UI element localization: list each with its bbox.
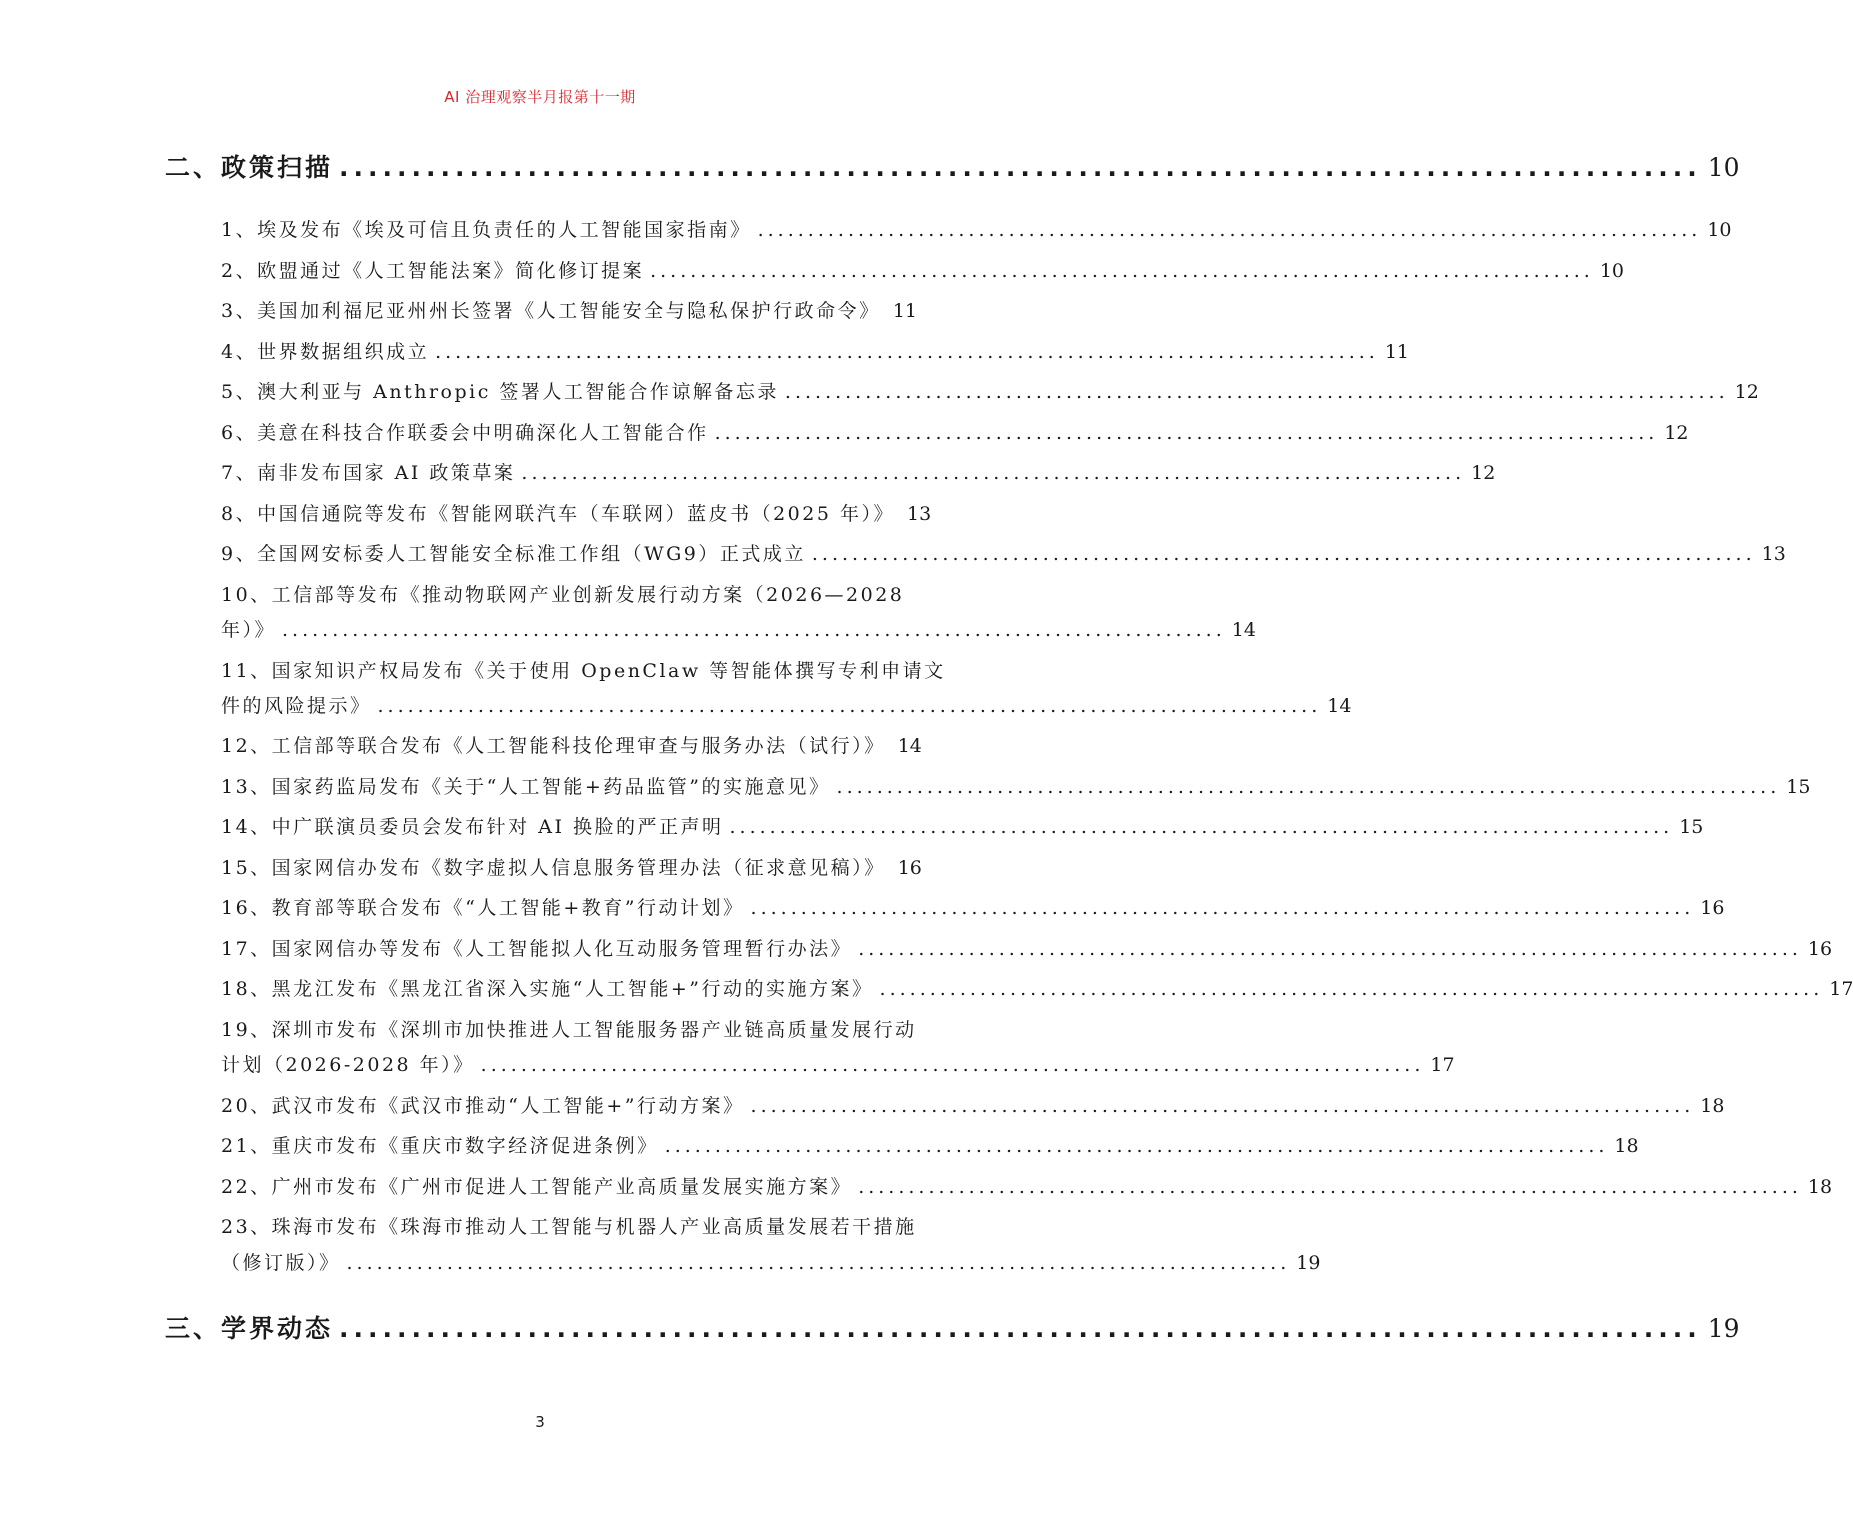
toc-item-23-line1[interactable]: 23、珠海市发布《珠海市推动人工智能与机器人产业高质量发展若干措施	[221, 1216, 917, 1238]
toc-leader-dots: ..............................................................................................	[858, 1176, 1802, 1198]
toc-page-number: 15	[1786, 776, 1811, 798]
toc-page-number: 12	[1664, 422, 1689, 444]
toc-leader-dots: ..............................................................................................	[377, 695, 1322, 717]
toc-page-number: 12	[1471, 462, 1496, 484]
toc-item-18[interactable]	[221, 974, 1853, 1001]
page-number: 3	[535, 1413, 545, 1431]
toc-item-13[interactable]	[221, 772, 1811, 799]
toc-item-6[interactable]	[221, 418, 1689, 445]
toc-page-number: 15	[1679, 816, 1704, 838]
toc-item-19[interactable]	[221, 1050, 1455, 1077]
toc-item-16[interactable]	[221, 893, 1725, 920]
toc-item-1[interactable]	[221, 215, 1732, 242]
toc-page-number: 19	[1707, 1314, 1740, 1343]
toc-item-title: 6、美意在科技合作联委会中明确深化人工智能合作	[221, 422, 709, 444]
toc-leader-dots: ..............................................................................................	[784, 381, 1729, 403]
toc-leader-dots: ..............................................................................................	[879, 978, 1824, 1000]
toc-item-title: 12、工信部等联合发布《人工智能科技伦理审查与服务办法（试行）》	[221, 735, 886, 757]
toc-item-title: 年）》	[221, 619, 277, 641]
toc-page-number: 10	[1707, 153, 1740, 182]
toc-leader-dots: ..............................................................................................	[650, 260, 1594, 282]
toc-item-title: 7、南非发布国家 AI 政策草案	[221, 462, 516, 484]
toc-leader-dots: ..............................................................................................	[750, 1095, 1695, 1117]
toc-item-20[interactable]	[221, 1091, 1725, 1118]
toc-item-title: 件的风险提示》	[221, 695, 372, 717]
toc-page-number: 18	[1807, 1176, 1833, 1198]
toc-page-number: 16	[897, 857, 922, 879]
toc-item-15[interactable]	[221, 853, 922, 880]
toc-leader-dots: ..............................................................................................	[729, 816, 1674, 838]
toc-item-3[interactable]	[221, 296, 917, 323]
toc-item-7[interactable]	[221, 458, 1496, 485]
toc-item-title: 18、黑龙江发布《黑龙江省深入实施“人工智能+”行动的实施方案》	[221, 978, 874, 1000]
toc-item-title: 13、国家药监局发布《关于“人工智能+药品监管”的实施意见》	[221, 776, 831, 798]
toc-page-number: 11	[1384, 341, 1409, 363]
toc-item-title: 1、埃及发布《埃及可信且负责任的人工智能国家指南》	[221, 219, 752, 241]
toc-page-number: 16	[1700, 897, 1725, 919]
toc-page-number: 11	[892, 300, 917, 322]
toc-item-23[interactable]	[221, 1248, 1321, 1275]
toc-item-12[interactable]	[221, 731, 922, 758]
running-header: AI 治理观察半月报第十一期	[444, 88, 636, 106]
toc-leader-dots: ..............................................................................................	[435, 341, 1379, 363]
toc-item-11[interactable]	[221, 691, 1352, 718]
toc-leader-dots: ..............................................................................................	[339, 153, 1702, 182]
toc-item-title: 8、中国信通院等发布《智能网联汽车（车联网）蓝皮书（2025 年）》	[221, 503, 895, 525]
toc-page-number: 14	[1231, 619, 1256, 641]
toc-item-title: 17、国家网信办等发布《人工智能拟人化互动服务管理暂行办法》	[221, 938, 853, 960]
toc-section-policy[interactable]	[165, 148, 1740, 184]
toc-item-title: 2、欧盟通过《人工智能法案》简化修订提案	[221, 260, 645, 282]
toc-leader-dots: ..............................................................................................	[521, 462, 1466, 484]
toc-item-4[interactable]	[221, 337, 1409, 364]
toc-section-academia[interactable]	[165, 1309, 1740, 1345]
toc-page-number: 10	[1707, 219, 1732, 241]
toc-page-number: 18	[1700, 1095, 1725, 1117]
toc-item-19-line1[interactable]: 19、深圳市发布《深圳市加快推进人工智能服务器产业链高质量发展行动	[221, 1019, 917, 1041]
toc-leader-dots: ..............................................................................................	[714, 422, 1659, 444]
toc-leader-dots: ..............................................................................................	[282, 619, 1226, 641]
toc-leader-dots: ..............................................................................................	[858, 938, 1802, 960]
toc-item-5[interactable]	[221, 377, 1759, 404]
toc-leader-dots: ..............................................................................................	[664, 1135, 1609, 1157]
toc-page-number: 18	[1614, 1135, 1639, 1157]
toc-item-title: 5、澳大利亚与 Anthropic 签署人工智能合作谅解备忘录	[221, 381, 779, 403]
toc-page-number: 13	[1761, 543, 1786, 565]
toc-page-number: 12	[1734, 381, 1759, 403]
toc-item-title: 4、世界数据组织成立	[221, 341, 430, 363]
toc-page-number: 10	[1599, 260, 1624, 282]
toc-page-number: 14	[1327, 695, 1352, 717]
toc-item-title: 9、全国网安标委人工智能安全标准工作组（WG9）正式成立	[221, 543, 806, 565]
toc-page-number: 17	[1430, 1054, 1455, 1076]
toc-leader-dots: ..............................................................................................	[339, 1314, 1702, 1343]
toc-item-title: 15、国家网信办发布《数字虚拟人信息服务管理办法（征求意见稿）》	[221, 857, 886, 879]
toc-item-10-line1[interactable]: 10、工信部等发布《推动物联网产业创新发展行动方案（2026—2028	[221, 584, 905, 606]
toc-item-14[interactable]	[221, 812, 1704, 839]
toc-section-title: 三、学界动态	[165, 1314, 334, 1343]
toc-item-title: 22、广州市发布《广州市促进人工智能产业高质量发展实施方案》	[221, 1176, 853, 1198]
toc-leader-dots: ..............................................................................................	[811, 543, 1756, 565]
toc-item-title: 20、武汉市发布《武汉市推动“人工智能+”行动方案》	[221, 1095, 745, 1117]
toc-item-8[interactable]	[221, 499, 932, 526]
toc-leader-dots: ..............................................................................................	[836, 776, 1781, 798]
toc-item-title: 3、美国加利福尼亚州州长签署《人工智能安全与隐私保护行政命令》	[221, 300, 881, 322]
toc-item-17[interactable]	[221, 934, 1833, 961]
toc-section-title: 二、政策扫描	[165, 153, 334, 182]
toc-item-10[interactable]	[221, 615, 1256, 642]
toc-item-title: 21、重庆市发布《重庆市数字经济促进条例》	[221, 1135, 659, 1157]
toc-page-number: 13	[906, 503, 932, 525]
toc-item-22[interactable]	[221, 1172, 1833, 1199]
toc-item-11-line1[interactable]: 11、国家知识产权局发布《关于使用 OpenClaw 等智能体撰写专利申请文	[221, 660, 946, 682]
toc-item-title: 计划（2026-2028 年）》	[221, 1054, 475, 1076]
toc-item-2[interactable]	[221, 256, 1624, 283]
toc-item-9[interactable]	[221, 539, 1786, 566]
toc-leader-dots: ..............................................................................................	[480, 1054, 1425, 1076]
toc-page-number: 14	[897, 735, 922, 757]
toc-item-title: 14、中广联演员委员会发布针对 AI 换脸的严正声明	[221, 816, 724, 838]
toc-page-number: 16	[1807, 938, 1833, 960]
toc-item-title: （修订版）》	[221, 1252, 341, 1274]
toc-leader-dots: ..............................................................................................	[346, 1252, 1291, 1274]
toc-item-21[interactable]	[221, 1131, 1639, 1158]
toc-leader-dots: ..............................................................................................	[750, 897, 1695, 919]
toc-item-title: 16、教育部等联合发布《“人工智能+教育”行动计划》	[221, 897, 745, 919]
toc-page-number: 19	[1296, 1252, 1321, 1274]
toc-leader-dots: ..............................................................................................	[757, 219, 1702, 241]
toc-page-number: 17	[1829, 978, 1853, 1000]
